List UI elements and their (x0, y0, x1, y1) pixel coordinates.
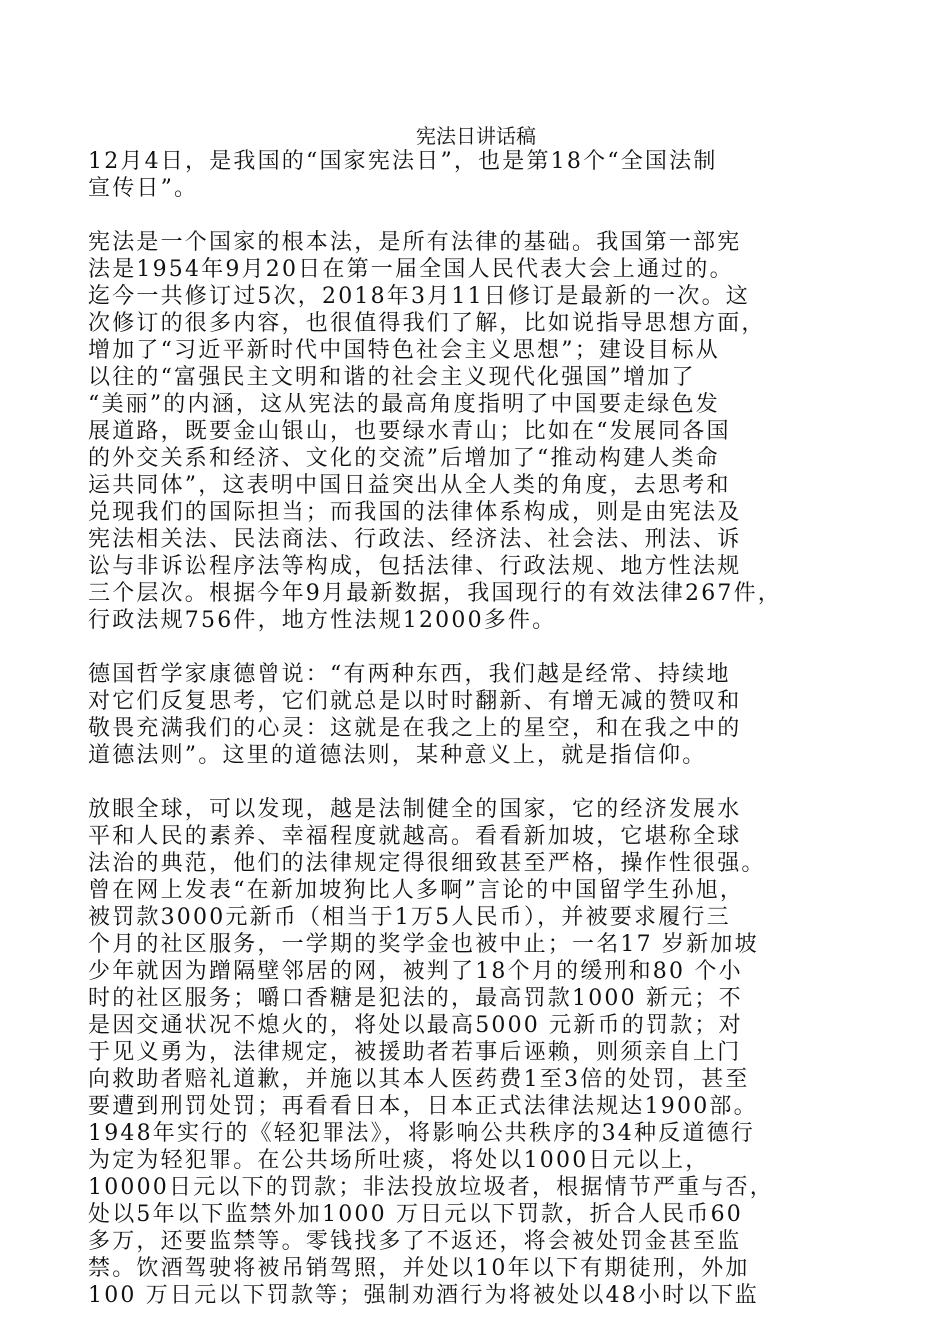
text-line: 法治的典范，他们的法律规定得很细致甚至严格，操作性很强。 (88, 851, 766, 876)
text-line: 个月的社区服务，一学期的奖学金也被中止；一名17 岁新加坡 (88, 932, 759, 957)
text-line: 对它们反复思考，它们就总是以时时翻新、有增无减的赞叹和 (88, 689, 742, 714)
text-line: 曾在网上发表“在新加坡狗比人多啊”言论的中国留学生孙旭， (88, 878, 745, 903)
paragraph-constitution (88, 229, 864, 634)
paragraph-kant (88, 661, 864, 769)
text-line: 1948年实行的《轻犯罪法》，将影响公共秩序的34种反道德行 (88, 1121, 755, 1146)
text-line: 时的社区服务；嚼口香糖是犯法的，最高罚款1000 新元；不 (88, 986, 743, 1011)
text-line: 平和人民的素养、幸福程度就越高。看看新加坡，它堪称全球 (88, 824, 742, 849)
text-line: 的外交关系和经济、文化的交流”后增加了“推动构建人类命 (88, 446, 720, 471)
text-line: 德国哲学家康德曾说：“有两种东西，我们越是经常、持续地 (88, 662, 731, 687)
text-line: 展道路，既要金山银山，也要绿水青山；比如在“发展同各国 (88, 419, 731, 444)
text-line: 运共同体”，这表明中国日益突出从全人类的角度，去思考和 (88, 473, 731, 498)
text-line: 处以5年以下监禁外加1000 万日元以下罚款，折合人民币60 (88, 1202, 743, 1227)
text-line: 100 万日元以下罚款等；强制劝酒行为将被处以48小时以下监 (88, 1283, 759, 1308)
text-line: 三个层次。根据今年9月最新数据，我国现行的有效法律267件， (88, 581, 782, 606)
text-line: 为定为轻犯罪。在公共场所吐痰，将处以1000日元以上， (88, 1148, 710, 1173)
text-line: 行政法规756件，地方性法规12000多件。 (88, 608, 557, 633)
text-line: 次修订的很多内容，也很值得我们了解，比如说指导思想方面， (88, 311, 766, 336)
paragraph-intro (88, 148, 864, 202)
text-line: 是因交通状况不熄火的，将处以最高5000 元新币的罚款；对 (88, 1013, 743, 1038)
text-line: 法是1954年9月20日在第一届全国人民代表大会上通过的。 (88, 257, 734, 282)
text-line: 以往的“富强民主文明和谐的社会主义现代化强国”增加了 (88, 365, 696, 390)
text-line: 向救助者赔礼道歉，并施以其本人医药费1至3倍的处罚，甚至 (88, 1067, 750, 1092)
paragraph-global (88, 796, 864, 1309)
text-line: 宣传日”。 (88, 176, 199, 201)
text-line: 宪法相关法、民法商法、行政法、经济法、社会法、刑法、诉 (88, 527, 742, 552)
text-line: 少年就因为蹭隔壁邻居的网，被判了18个月的缓刑和80 个小 (88, 959, 743, 984)
text-line: 道德法则”。这里的道德法则，某种意义上，就是指信仰。 (88, 743, 707, 768)
text-line: 迄今一共修订过5次，2018年3月11日修订是最新的一次。这 (88, 284, 750, 309)
text-line: 禁。饮酒驾驶将被吊销驾照，并处以10年以下有期徒刑，外加 (88, 1256, 750, 1281)
text-line: 12月4日，是我国的“国家宪法日”，也是第18个“全国法制 (88, 149, 718, 174)
text-line: 宪法是一个国家的根本法，是所有法律的基础。我国第一部宪 (88, 230, 742, 255)
text-line: 被罚款3000元新币（相当于1万5人民币），并被要求履行三 (88, 905, 731, 930)
document-page (88, 124, 864, 1336)
text-line: 讼与非诉讼程序法等构成，包括法律、行政法规、地方性法规 (88, 554, 742, 579)
text-line: 兑现我们的国际担当；而我国的法律体系构成，则是由宪法及 (88, 500, 742, 525)
text-line: 放眼全球，可以发现，越是法制健全的国家，它的经济发展水 (88, 797, 742, 822)
text-line: 敬畏充满我们的心灵：这就是在我之上的星空，和在我之中的 (88, 716, 742, 741)
text-line: 多万，还要监禁等。零钱找多了不返还，将会被处罚金甚至监 (88, 1229, 742, 1254)
text-line: 增加了“习近平新时代中国特色社会主义思想”；建设目标从 (88, 338, 720, 363)
text-line: 10000日元以下的罚款；非法投放垃圾者，根据情节严重与否， (88, 1175, 774, 1200)
document-title: 宪法日讲话稿 (416, 124, 536, 148)
text-line: 要遭到刑罚处罚；再看看日本，日本正式法律法规达1900部。 (88, 1094, 758, 1119)
text-line: 于见义勇为，法律规定，被援助者若事后诬赖，则须亲自上门 (88, 1040, 742, 1065)
text-line: “美丽”的内涵，这从宪法的最高角度指明了中国要走绿色发 (88, 392, 720, 417)
